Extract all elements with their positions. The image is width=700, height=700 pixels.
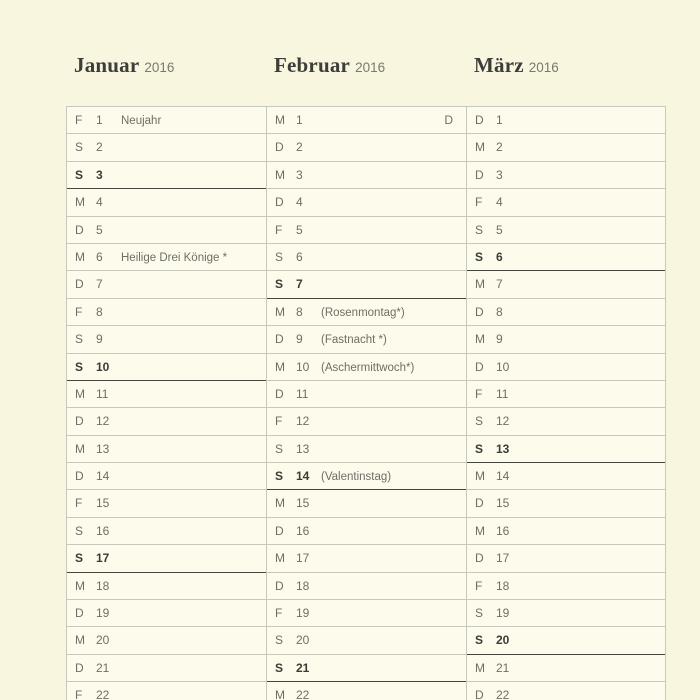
month-header-januar (66, 53, 266, 78)
day-row (267, 189, 466, 216)
day-number: 18 (96, 578, 110, 593)
day-row (267, 162, 466, 189)
day-number: 2 (96, 140, 103, 155)
calendar-grid (66, 106, 666, 700)
day-number: 19 (296, 606, 310, 621)
weekday-letter: D (75, 469, 84, 484)
weekday-letter: D (275, 523, 284, 538)
day-number: 4 (496, 195, 503, 210)
day-row (267, 244, 466, 271)
day-row (67, 134, 266, 161)
day-number: 17 (496, 551, 510, 566)
weekday-letter: M (475, 332, 485, 347)
day-row (267, 381, 466, 408)
day-number: 15 (496, 496, 510, 511)
day-row (467, 381, 665, 408)
weekday-letter: F (75, 688, 83, 700)
day-number: 8 (296, 304, 303, 319)
day-number: 6 (496, 249, 503, 264)
month-column-maerz (466, 107, 666, 700)
day-number: 15 (296, 496, 310, 511)
day-row (67, 600, 266, 627)
weekday-letter: F (475, 578, 483, 593)
day-number: 10 (496, 359, 510, 374)
weekday-letter: S (475, 633, 484, 648)
day-number: 14 (496, 469, 510, 484)
day-row (67, 436, 266, 463)
day-row (267, 600, 466, 627)
day-row (267, 436, 466, 463)
holiday-note: (Fastnacht *) (321, 334, 387, 347)
day-row (467, 600, 665, 627)
day-row (67, 627, 266, 654)
weekday-letter: F (475, 386, 483, 401)
day-number: 1 (96, 113, 103, 127)
month-headers (66, 53, 666, 78)
weekday-letter: F (275, 606, 283, 621)
weekday-letter: S (275, 277, 284, 292)
day-number: 18 (496, 578, 510, 593)
day-row (67, 162, 266, 189)
day-row (467, 655, 665, 682)
weekday-letter: S (75, 140, 84, 155)
month-name: Januar (74, 53, 140, 77)
day-row (467, 463, 665, 490)
weekday-letter: F (275, 222, 283, 237)
day-row (67, 573, 266, 600)
weekday-letter: M (75, 441, 85, 456)
day-row (267, 408, 466, 435)
day-number: 11 (96, 386, 109, 401)
day-row (467, 518, 665, 545)
day-number: 14 (296, 469, 310, 484)
weekday-letter: M (275, 359, 285, 374)
month-header-februar (266, 53, 466, 78)
weekday-letter: S (75, 551, 84, 566)
holiday-note: (Rosenmontag*) (321, 306, 405, 319)
day-row (467, 490, 665, 517)
day-number: 5 (496, 222, 503, 237)
day-number: 20 (496, 633, 510, 648)
weekday-letter: S (75, 332, 84, 347)
month-year: 2016 (355, 60, 386, 75)
day-number: 8 (496, 304, 503, 319)
day-number: 5 (296, 222, 303, 237)
weekday-letter: S (275, 660, 284, 675)
day-row (267, 518, 466, 545)
weekday-letter: M (475, 523, 485, 538)
day-number: 10 (296, 359, 310, 374)
weekday-letter: D (475, 304, 484, 319)
day-row (467, 326, 665, 353)
weekday-letter: S (275, 469, 284, 484)
day-number: 2 (296, 140, 303, 155)
weekday-letter: M (275, 167, 285, 182)
weekday-letter: F (75, 304, 83, 319)
day-row (267, 682, 466, 700)
weekday-letter: D (275, 386, 284, 401)
day-number: 19 (96, 606, 110, 621)
day-row (467, 107, 665, 134)
weekday-letter: M (75, 633, 85, 648)
day-row (67, 189, 266, 216)
day-row (467, 162, 665, 189)
day-row (467, 545, 665, 572)
day-number: 20 (96, 633, 110, 648)
day-row (67, 244, 266, 271)
day-row (67, 354, 266, 381)
day-row (467, 271, 665, 298)
weekday-letter: F (475, 195, 483, 210)
day-row (267, 299, 466, 326)
day-number: 7 (96, 277, 103, 292)
day-row (467, 134, 665, 161)
day-number: 19 (496, 606, 510, 621)
weekday-letter: M (75, 249, 85, 264)
holiday-note: Heilige Drei Könige * (121, 251, 228, 264)
weekday-letter: S (475, 222, 484, 237)
month-header-maerz (466, 53, 666, 78)
day-row (67, 217, 266, 244)
day-row (67, 682, 266, 700)
day-number: 21 (496, 660, 510, 675)
weekday-letter: D (475, 113, 484, 127)
day-row (467, 244, 665, 271)
holiday-note: Neujahr (121, 115, 162, 127)
holiday-note: (Aschermittwoch*) (321, 361, 415, 374)
weekday-letter: D (275, 578, 284, 593)
weekday-letter: M (275, 304, 285, 319)
weekday-letter: S (475, 414, 484, 429)
day-row (67, 326, 266, 353)
day-number: 16 (296, 523, 310, 538)
day-number: 16 (96, 523, 110, 538)
weekday-letter: D (75, 277, 84, 292)
weekday-letter: D (475, 167, 484, 182)
weekday-letter: F (75, 496, 83, 511)
weekday-letter: D (275, 332, 284, 347)
day-number: 9 (496, 332, 503, 347)
weekday-letter: D (75, 660, 84, 675)
weekday-letter: S (75, 167, 84, 182)
weekday-letter: M (275, 688, 285, 700)
weekday-letter: F (75, 113, 83, 127)
weekday-letter: M (75, 195, 85, 210)
day-number: 22 (296, 688, 310, 700)
weekday-letter: M (275, 551, 285, 566)
weekday-letter: M (75, 386, 85, 401)
day-row (267, 655, 466, 682)
day-row (67, 490, 266, 517)
day-row (467, 189, 665, 216)
day-number: 8 (96, 304, 103, 319)
day-row (267, 217, 466, 244)
day-row (467, 217, 665, 244)
month-name: Februar (274, 53, 351, 77)
day-row (67, 381, 266, 408)
weekday-letter: D (275, 195, 284, 210)
day-number: 18 (296, 578, 310, 593)
weekday-letter: D (275, 140, 284, 155)
month-year: 2016 (528, 60, 559, 75)
weekday-letter: M (275, 496, 285, 511)
day-number: 3 (96, 167, 103, 182)
day-number: 12 (96, 414, 110, 429)
day-row (67, 271, 266, 298)
day-number: 21 (296, 660, 310, 675)
weekday-letter: S (275, 249, 284, 264)
day-number: 6 (296, 249, 303, 264)
weekday-letter: S (75, 523, 84, 538)
weekday-letter: M (475, 469, 485, 484)
day-row (67, 107, 266, 134)
weekday-letter: M (475, 277, 485, 292)
day-number: 11 (296, 386, 309, 401)
day-number: 1 (296, 113, 303, 127)
weekday-letter: M (275, 113, 285, 127)
weekday-letter: D (75, 414, 84, 429)
day-number: 14 (96, 469, 110, 484)
day-row (67, 655, 266, 682)
day-number: 9 (96, 332, 103, 347)
day-row (267, 545, 466, 572)
weekday-letter: M (475, 660, 485, 675)
day-number: 20 (296, 633, 310, 648)
day-number: 6 (96, 249, 103, 264)
day-number: 7 (296, 277, 303, 292)
weekday-letter: D (75, 606, 84, 621)
day-row (267, 573, 466, 600)
weekday-letter: S (475, 249, 484, 264)
day-number: 7 (496, 277, 503, 292)
day-number: 10 (96, 359, 110, 374)
day-number: 13 (296, 441, 310, 456)
month-name: März (474, 53, 524, 77)
day-row (467, 682, 665, 700)
month-year: 2016 (144, 60, 175, 75)
day-row (267, 463, 466, 490)
day-number: 15 (96, 496, 110, 511)
day-number: 2 (496, 140, 503, 155)
weekday-letter: D (475, 551, 484, 566)
day-row (67, 518, 266, 545)
day-number: 13 (496, 441, 510, 456)
day-row (267, 271, 466, 298)
day-number: 4 (96, 195, 103, 210)
day-number: 4 (296, 195, 303, 210)
day-number: 13 (96, 441, 110, 456)
day-number: 21 (96, 660, 110, 675)
day-row (67, 299, 266, 326)
day-number: 5 (96, 222, 103, 237)
day-number: 22 (96, 688, 110, 700)
day-row (67, 408, 266, 435)
day-row (467, 408, 665, 435)
weekday-letter: S (275, 633, 284, 648)
day-row (467, 436, 665, 463)
day-row (67, 545, 266, 572)
day-row (267, 134, 466, 161)
holiday-note: (Valentinstag) (321, 471, 392, 484)
day-number: 17 (96, 551, 110, 566)
day-number: 3 (296, 167, 303, 182)
day-row (267, 326, 466, 353)
weekday-letter: M (75, 578, 85, 593)
weekday-letter: S (475, 606, 484, 621)
weekday-letter: S (75, 359, 84, 374)
month-column-januar (66, 107, 266, 700)
day-number: 17 (296, 551, 310, 566)
day-number: 9 (296, 332, 303, 347)
day-row (467, 354, 665, 381)
weekday-letter: D (75, 222, 84, 237)
day-number: 12 (496, 414, 510, 429)
day-row (467, 299, 665, 326)
weekday-letter: S (475, 441, 484, 456)
right-flag: D (444, 113, 453, 127)
day-row (67, 463, 266, 490)
weekday-letter: S (275, 441, 284, 456)
day-row (467, 627, 665, 654)
day-number: 3 (496, 167, 503, 182)
weekday-letter: D (475, 496, 484, 511)
day-number: 11 (496, 386, 509, 401)
day-number: 12 (296, 414, 310, 429)
month-column-februar (266, 107, 466, 700)
day-row (267, 490, 466, 517)
day-number: 1 (496, 113, 503, 127)
weekday-letter: M (475, 140, 485, 155)
weekday-letter: D (475, 359, 484, 374)
weekday-letter: D (475, 688, 484, 700)
day-row (467, 573, 665, 600)
day-number: 16 (496, 523, 510, 538)
day-row (267, 627, 466, 654)
day-row (267, 354, 466, 381)
weekday-letter: F (275, 414, 283, 429)
day-row (267, 107, 466, 134)
day-number: 22 (496, 688, 510, 700)
